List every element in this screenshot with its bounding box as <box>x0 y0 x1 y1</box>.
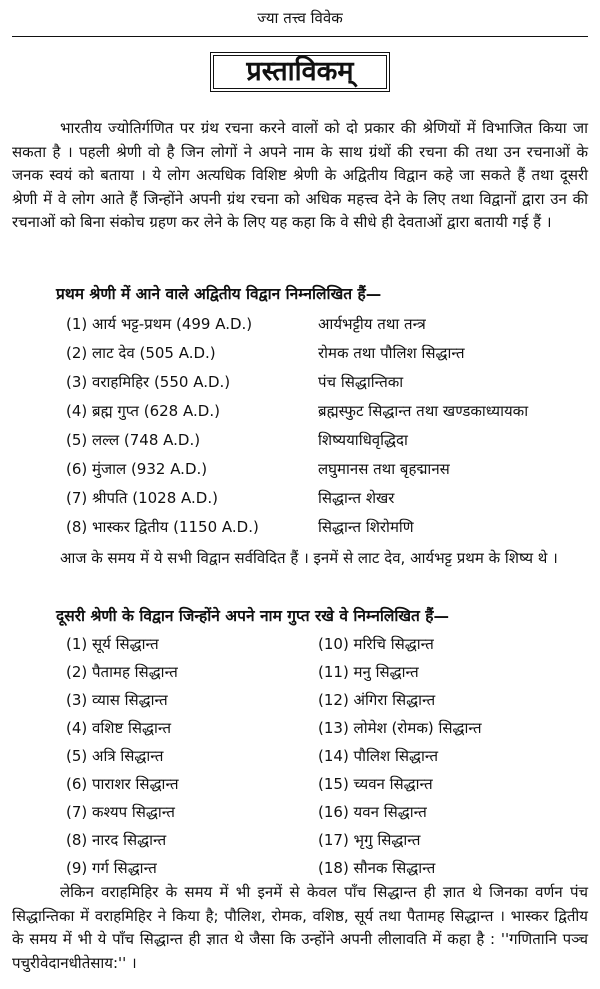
scholar-name: (1) आर्य भट्ट-प्रथम (499 A.D.) <box>66 315 253 333</box>
siddhanta-left: (8) नारद सिद्धान्त <box>66 831 167 849</box>
list-item <box>0 401 600 427</box>
scholar-work: ब्रह्मस्फुट सिद्धान्त तथा खण्डकाध्यायका <box>318 402 529 420</box>
first-category-heading: प्रथम श्रेणी में आने वाले अद्वितीय विद्वान निम्नलिखित हैं— <box>56 285 382 303</box>
list-item <box>0 662 600 688</box>
header-rule <box>12 36 588 37</box>
scholar-work: शिष्ययाधिवृद्धिदा <box>318 431 408 449</box>
scholar-name: (4) ब्रह्म गुप्त (628 A.D.) <box>66 402 220 420</box>
siddhanta-left: (5) अत्रि सिद्धान्त <box>66 747 164 765</box>
scholar-name: (3) वराहमिहिर (550 A.D.) <box>66 373 231 391</box>
scholar-name: (2) लाट देव (505 A.D.) <box>66 344 216 362</box>
siddhanta-right: (18) सौनक सिद्धान्त <box>318 859 436 877</box>
scholar-name: (7) श्रीपति (1028 A.D.) <box>66 489 218 507</box>
list-item <box>0 343 600 369</box>
list-item <box>0 690 600 716</box>
siddhanta-right: (13) लोमेश (रोमक) सिद्धान्त <box>318 719 482 737</box>
siddhanta-right: (12) अंगिरा सिद्धान्त <box>318 691 436 709</box>
siddhanta-right: (15) च्यवन सिद्धान्त <box>318 775 433 793</box>
siddhanta-left: (6) पाराशर सिद्धान्त <box>66 775 179 793</box>
list-item <box>0 459 600 485</box>
siddhanta-right: (14) पौलिश सिद्धान्त <box>318 747 439 765</box>
scholar-work: लघुमानस तथा बृहद्मानस <box>318 460 450 478</box>
siddhanta-right: (11) मनु सिद्धान्त <box>318 663 419 681</box>
list-item <box>0 774 600 800</box>
middle-paragraph-text: आज के समय में ये सभी विद्वान सर्वविदित हैं । इनमें से लाट देव, आर्यभट्ट प्रथम के शिष्य थे । <box>60 549 558 567</box>
siddhanta-left: (3) व्यास सिद्धान्त <box>66 691 168 709</box>
siddhanta-right: (16) यवन सिद्धान्त <box>318 803 427 821</box>
scholar-work: रोमक तथा पौलिश सिद्धान्त <box>318 344 465 362</box>
scholar-work: पंच सिद्धान्तिका <box>318 373 404 391</box>
scholar-work: सिद्धान्त शेखर <box>318 489 395 507</box>
running-head: ज्या तत्त्व विवेक <box>257 9 343 27</box>
scholar-name: (6) मुंजाल (932 A.D.) <box>66 460 208 478</box>
scholar-work: आर्यभट्टीय तथा तन्त्र <box>318 315 426 333</box>
list-item <box>0 634 600 660</box>
scholar-name: (8) भास्कर द्वितीय (1150 A.D.) <box>66 518 259 536</box>
list-item <box>0 802 600 828</box>
intro-paragraph-text: भारतीय ज्योतिर्गणित पर ग्रंथ रचना करने वालों को दो प्रकार की श्रेणियों में विभाजित किया जा सकता है । पहली श्रेणी वो है जिन लोगों ने अपने नाम के साथ ग्रंथों की रचना की तथा उन रचनाओं के जनक स्वयं को बताया । ये लोग अत्यधिक विशिष्ट श्रेणी के अद्वितीय विद्वान कहे जा सकते हैं तथा दूसरी श्रेणी में वे लोग आते हैं जिन्होंने अपनी ग्रंथ रचना को अधिक महत्त्व देने के लिए तथा विद्वानों द्वारा उन की रचनाओं को बिना संकोच ग्रहण कर लेने के लिए यह कहा कि वे सीधे ही देवताओं द्वारा बतायी गई हैं । <box>12 119 588 231</box>
list-item <box>0 718 600 744</box>
list-item <box>0 314 600 340</box>
chapter-title: प्रस्ताविकम् <box>210 52 390 92</box>
list-item <box>0 488 600 514</box>
intro-paragraph <box>12 117 588 235</box>
siddhanta-left: (2) पैतामह सिद्धान्त <box>66 663 178 681</box>
list-item <box>0 830 600 856</box>
siddhanta-right: (10) मरिचि सिद्धान्त <box>318 635 434 653</box>
final-paragraph <box>12 881 588 975</box>
list-item <box>0 372 600 398</box>
siddhanta-left: (1) सूर्य सिद्धान्त <box>66 635 159 653</box>
siddhanta-left: (9) गर्ग सिद्धान्त <box>66 859 157 877</box>
list-item <box>0 430 600 456</box>
scholar-name: (5) लल्ल (748 A.D.) <box>66 431 201 449</box>
siddhanta-right: (17) भृगु सिद्धान्त <box>318 831 421 849</box>
second-category-heading: दूसरी श्रेणी के विद्वान जिन्होंने अपने नाम गुप्त रखे वे निम्नलिखित हैं— <box>56 607 450 625</box>
siddhanta-left: (7) कश्यप सिद्धान्त <box>66 803 175 821</box>
final-paragraph-text: लेकिन वराहमिहिर के समय में भी इनमें से केवल पाँच सिद्धान्त ही ज्ञात थे जिनका वर्णन पंच सिद्धान्तिका में वराहमिहिर ने किया है; पौलिश, रोमक, वशिष्ठ, सूर्य तथा पैतामह सिद्धान्त । भास्कर द्वितीय के समय में भी ये पाँच सिद्धान्त ही ज्ञात थे जैसा कि उन्होंने अपनी लीलावति में कहा है : ''गणितानि पञ्च पचुरीवेदानधीतेसाय:'' । <box>12 883 588 972</box>
list-item <box>0 517 600 543</box>
middle-paragraph <box>12 547 588 571</box>
list-item <box>0 746 600 772</box>
scholar-work: सिद्धान्त शिरोमणि <box>318 518 414 536</box>
siddhanta-left: (4) वशिष्ट सिद्धान्त <box>66 719 172 737</box>
